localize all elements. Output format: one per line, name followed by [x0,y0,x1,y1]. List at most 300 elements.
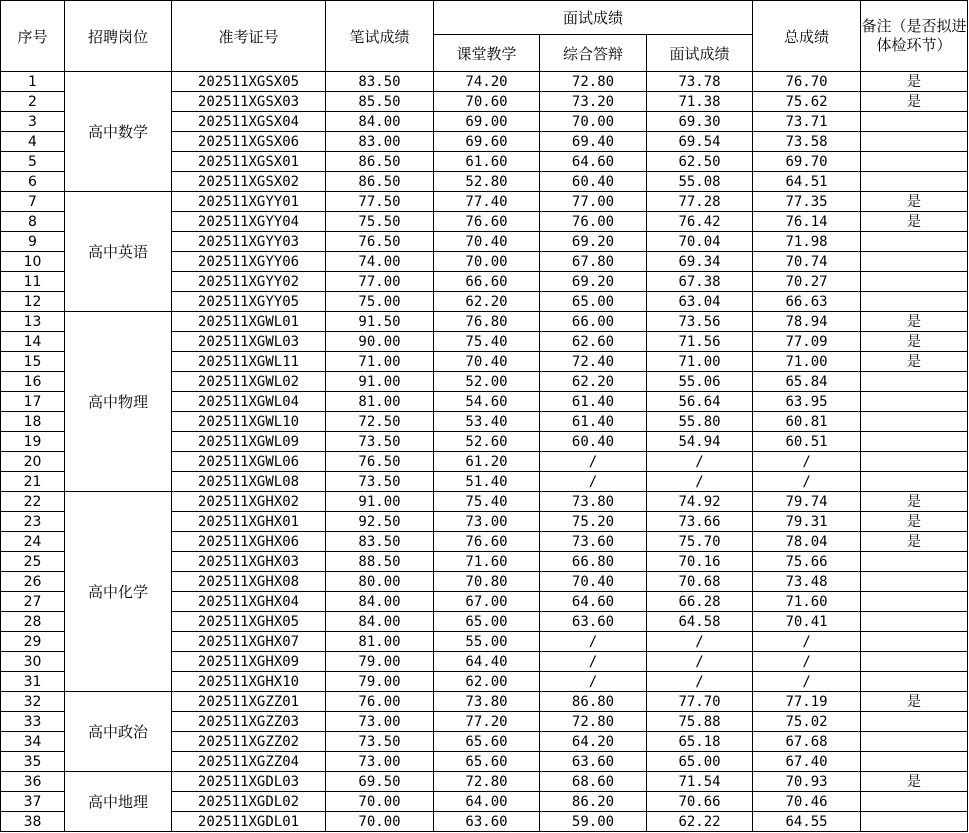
table-row [1,72,968,92]
row-defense: 72.80 [540,712,647,732]
row-interview: 54.94 [647,432,753,452]
row-seq: 21 [1,472,65,492]
row-classroom: 76.60 [434,212,540,232]
row-total: 73.48 [753,572,861,592]
row-interview: 56.64 [647,392,753,412]
row-interview: 75.70 [647,532,753,552]
row-classroom: 76.80 [434,312,540,332]
row-defense: / [540,672,647,692]
row-defense: 72.80 [540,72,647,92]
row-written: 73.00 [326,752,434,772]
row-total: 60.51 [753,432,861,452]
row-total: / [753,652,861,672]
header-remark: 备注（是否拟进体检环节） [861,1,968,72]
row-written: 92.50 [326,512,434,532]
row-interview: 70.66 [647,792,753,812]
row-classroom: 70.40 [434,352,540,372]
row-classroom: 61.60 [434,152,540,172]
row-defense: 68.60 [540,772,647,792]
row-seq: 38 [1,812,65,832]
row-written: 91.50 [326,312,434,332]
row-interview: 71.54 [647,772,753,792]
row-written: 71.00 [326,352,434,372]
row-classroom: 65.60 [434,752,540,772]
row-seq: 1 [1,72,65,92]
row-total: 73.71 [753,112,861,132]
row-total: 77.09 [753,332,861,352]
row-written: 86.50 [326,152,434,172]
row-remark [861,152,968,172]
row-remark [861,732,968,752]
row-ticket: 202511XGZZ02 [172,732,326,752]
row-total: 78.94 [753,312,861,332]
row-ticket: 202511XGYY06 [172,252,326,272]
row-defense: 69.40 [540,132,647,152]
row-interview: 73.66 [647,512,753,532]
row-defense: 67.80 [540,252,647,272]
row-total: 78.04 [753,532,861,552]
row-seq: 17 [1,392,65,412]
row-classroom: 70.40 [434,232,540,252]
table-row [1,192,968,212]
row-interview: / [647,452,753,472]
row-seq: 13 [1,312,65,332]
row-total: / [753,472,861,492]
position-cell: 高中数学 [65,72,172,192]
row-ticket: 202511XGYY05 [172,292,326,312]
row-defense: 86.20 [540,792,647,812]
row-remark: 是 [861,512,968,532]
table-body [1,72,968,832]
row-total: 70.74 [753,252,861,272]
row-defense: 62.20 [540,372,647,392]
row-remark: 是 [861,692,968,712]
row-ticket: 202511XGHX04 [172,592,326,612]
row-interview: 77.28 [647,192,753,212]
row-remark: 是 [861,492,968,512]
row-remark: 是 [861,212,968,232]
row-total: 76.14 [753,212,861,232]
row-remark [861,372,968,392]
row-ticket: 202511XGZZ03 [172,712,326,732]
row-defense: 63.60 [540,752,647,772]
table-row [1,692,968,712]
row-ticket: 202511XGDL03 [172,772,326,792]
row-written: 76.50 [326,232,434,252]
row-seq: 2 [1,92,65,112]
row-interview: 77.70 [647,692,753,712]
row-classroom: 69.60 [434,132,540,152]
position-cell: 高中物理 [65,312,172,492]
row-remark [861,132,968,152]
row-classroom: 61.20 [434,452,540,472]
row-seq: 14 [1,332,65,352]
row-defense: 64.60 [540,592,647,612]
row-classroom: 52.00 [434,372,540,392]
row-total: 67.68 [753,732,861,752]
header-total: 总成绩 [753,1,861,72]
position-cell: 高中英语 [65,192,172,312]
row-defense: 59.00 [540,812,647,832]
row-total: 75.66 [753,552,861,572]
row-remark [861,392,968,412]
row-total: / [753,452,861,472]
row-defense: 72.40 [540,352,647,372]
row-total: 65.84 [753,372,861,392]
row-classroom: 55.00 [434,632,540,652]
row-total: 69.70 [753,152,861,172]
row-classroom: 70.60 [434,92,540,112]
row-interview: 71.00 [647,352,753,372]
row-remark [861,572,968,592]
row-ticket: 202511XGDL02 [172,792,326,812]
row-remark: 是 [861,352,968,372]
row-remark: 是 [861,772,968,792]
row-total: 79.74 [753,492,861,512]
row-classroom: 67.00 [434,592,540,612]
row-total: / [753,632,861,652]
row-seq: 19 [1,432,65,452]
row-ticket: 202511XGSX01 [172,152,326,172]
row-seq: 28 [1,612,65,632]
row-interview: / [647,632,753,652]
row-total: 71.98 [753,232,861,252]
row-ticket: 202511XGYY03 [172,232,326,252]
row-total: 66.63 [753,292,861,312]
row-seq: 15 [1,352,65,372]
row-ticket: 202511XGWL02 [172,372,326,392]
row-defense: 73.60 [540,532,647,552]
row-interview: 66.28 [647,592,753,612]
row-ticket: 202511XGWL04 [172,392,326,412]
row-ticket: 202511XGYY04 [172,212,326,232]
table-header [1,1,968,72]
header-seq: 序号 [1,1,65,72]
row-written: 91.00 [326,492,434,512]
row-remark [861,552,968,572]
row-ticket: 202511XGWL03 [172,332,326,352]
row-ticket: 202511XGSX04 [172,112,326,132]
row-interview: 65.00 [647,752,753,772]
row-remark: 是 [861,312,968,332]
row-ticket: 202511XGWL11 [172,352,326,372]
row-remark [861,252,968,272]
row-seq: 23 [1,512,65,532]
row-ticket: 202511XGHX10 [172,672,326,692]
row-written: 85.50 [326,92,434,112]
row-defense: 69.20 [540,272,647,292]
row-written: 81.00 [326,632,434,652]
row-defense: 64.20 [540,732,647,752]
row-total: 64.55 [753,812,861,832]
row-remark [861,752,968,772]
row-interview: / [647,672,753,692]
row-total: 67.40 [753,752,861,772]
row-remark [861,272,968,292]
row-remark [861,172,968,192]
row-classroom: 70.00 [434,252,540,272]
header-ticket: 准考证号 [172,1,326,72]
position-cell: 高中政治 [65,692,172,772]
row-defense: / [540,452,647,472]
row-seq: 12 [1,292,65,312]
row-interview: 69.30 [647,112,753,132]
row-remark [861,712,968,732]
row-defense: 75.20 [540,512,647,532]
row-remark [861,592,968,612]
row-written: 77.50 [326,192,434,212]
row-remark [861,672,968,692]
row-defense: 73.80 [540,492,647,512]
row-written: 79.00 [326,652,434,672]
row-written: 76.00 [326,692,434,712]
row-total: 60.81 [753,412,861,432]
row-written: 86.50 [326,172,434,192]
row-written: 69.50 [326,772,434,792]
row-total: 71.60 [753,592,861,612]
row-ticket: 202511XGWL10 [172,412,326,432]
row-written: 70.00 [326,792,434,812]
row-seq: 36 [1,772,65,792]
row-written: 81.00 [326,392,434,412]
row-remark [861,652,968,672]
row-seq: 27 [1,592,65,612]
row-interview: 63.04 [647,292,753,312]
row-ticket: 202511XGSX03 [172,92,326,112]
row-seq: 30 [1,652,65,672]
row-classroom: 51.40 [434,472,540,492]
row-interview: 65.18 [647,732,753,752]
row-seq: 35 [1,752,65,772]
row-defense: 73.20 [540,92,647,112]
row-interview: 74.92 [647,492,753,512]
header-interview-group: 面试成绩 [434,1,753,35]
row-remark [861,412,968,432]
row-seq: 34 [1,732,65,752]
row-remark [861,432,968,452]
row-remark [861,232,968,252]
row-defense: 61.40 [540,412,647,432]
row-seq: 4 [1,132,65,152]
row-interview: 55.80 [647,412,753,432]
row-classroom: 53.40 [434,412,540,432]
row-defense: 60.40 [540,172,647,192]
row-classroom: 73.00 [434,512,540,532]
row-defense: 70.40 [540,572,647,592]
row-remark [861,632,968,652]
row-total: 70.27 [753,272,861,292]
row-interview: 71.38 [647,92,753,112]
row-classroom: 76.60 [434,532,540,552]
header-classroom: 课堂教学 [434,35,540,72]
row-interview: 75.88 [647,712,753,732]
row-classroom: 65.60 [434,732,540,752]
row-seq: 37 [1,792,65,812]
row-ticket: 202511XGYY02 [172,272,326,292]
row-classroom: 72.80 [434,772,540,792]
row-total: 73.58 [753,132,861,152]
row-remark: 是 [861,532,968,552]
row-written: 80.00 [326,572,434,592]
row-seq: 5 [1,152,65,172]
row-seq: 32 [1,692,65,712]
row-total: / [753,672,861,692]
row-total: 75.62 [753,92,861,112]
row-seq: 31 [1,672,65,692]
row-remark [861,792,968,812]
row-total: 79.31 [753,512,861,532]
row-written: 79.00 [326,672,434,692]
row-ticket: 202511XGHX03 [172,552,326,572]
row-defense: / [540,632,647,652]
position-cell: 高中化学 [65,492,172,692]
row-ticket: 202511XGSX02 [172,172,326,192]
row-seq: 25 [1,552,65,572]
row-written: 84.00 [326,592,434,612]
row-seq: 18 [1,412,65,432]
row-written: 72.50 [326,412,434,432]
row-total: 70.41 [753,612,861,632]
row-total: 70.93 [753,772,861,792]
row-defense: 77.00 [540,192,647,212]
row-ticket: 202511XGWL01 [172,312,326,332]
table-row [1,492,968,512]
row-ticket: 202511XGZZ04 [172,752,326,772]
row-defense: 65.00 [540,292,647,312]
row-total: 64.51 [753,172,861,192]
row-ticket: 202511XGHX01 [172,512,326,532]
row-defense: 70.00 [540,112,647,132]
row-interview: 70.16 [647,552,753,572]
row-seq: 16 [1,372,65,392]
row-defense: 76.00 [540,212,647,232]
row-remark [861,112,968,132]
row-ticket: 202511XGYY01 [172,192,326,212]
row-classroom: 69.00 [434,112,540,132]
row-ticket: 202511XGHX09 [172,652,326,672]
row-total: 77.19 [753,692,861,712]
row-written: 73.00 [326,712,434,732]
row-ticket: 202511XGHX06 [172,532,326,552]
row-remark: 是 [861,72,968,92]
row-written: 83.50 [326,532,434,552]
row-ticket: 202511XGZZ01 [172,692,326,712]
row-ticket: 202511XGSX06 [172,132,326,152]
row-total: 70.46 [753,792,861,812]
row-defense: 66.80 [540,552,647,572]
row-seq: 22 [1,492,65,512]
row-classroom: 75.40 [434,492,540,512]
row-seq: 3 [1,112,65,132]
header-position: 招聘岗位 [65,1,172,72]
row-defense: 64.60 [540,152,647,172]
row-interview: 73.78 [647,72,753,92]
row-defense: 63.60 [540,612,647,632]
header-defense: 综合答辩 [540,35,647,72]
row-interview: 73.56 [647,312,753,332]
row-seq: 29 [1,632,65,652]
row-ticket: 202511XGHX07 [172,632,326,652]
row-remark [861,292,968,312]
row-ticket: 202511XGSX05 [172,72,326,92]
row-written: 73.50 [326,472,434,492]
row-classroom: 70.80 [434,572,540,592]
row-defense: 69.20 [540,232,647,252]
row-seq: 6 [1,172,65,192]
row-written: 77.00 [326,272,434,292]
row-written: 75.50 [326,212,434,232]
row-written: 73.50 [326,732,434,752]
row-ticket: 202511XGWL09 [172,432,326,452]
row-interview: 64.58 [647,612,753,632]
row-ticket: 202511XGDL01 [172,812,326,832]
row-interview: 71.56 [647,332,753,352]
row-seq: 7 [1,192,65,212]
row-classroom: 64.00 [434,792,540,812]
row-remark [861,612,968,632]
row-classroom: 64.40 [434,652,540,672]
row-interview: 62.50 [647,152,753,172]
row-classroom: 52.80 [434,172,540,192]
row-total: 71.00 [753,352,861,372]
row-classroom: 77.40 [434,192,540,212]
row-written: 83.00 [326,132,434,152]
row-interview: 69.54 [647,132,753,152]
table-row [1,772,968,792]
row-interview: 62.22 [647,812,753,832]
row-classroom: 65.00 [434,612,540,632]
row-remark: 是 [861,192,968,212]
row-seq: 20 [1,452,65,472]
row-classroom: 66.60 [434,272,540,292]
row-total: 75.02 [753,712,861,732]
row-defense: 60.40 [540,432,647,452]
row-classroom: 63.60 [434,812,540,832]
row-interview: 76.42 [647,212,753,232]
row-seq: 10 [1,252,65,272]
row-written: 83.50 [326,72,434,92]
row-ticket: 202511XGWL06 [172,452,326,472]
row-ticket: 202511XGWL08 [172,472,326,492]
row-defense: 61.40 [540,392,647,412]
row-written: 90.00 [326,332,434,352]
row-interview: 55.08 [647,172,753,192]
row-remark [861,452,968,472]
row-classroom: 62.20 [434,292,540,312]
row-defense: 66.00 [540,312,647,332]
row-written: 76.50 [326,452,434,472]
row-interview: 70.04 [647,232,753,252]
row-written: 88.50 [326,552,434,572]
header-written: 笔试成绩 [326,1,434,72]
row-interview: 55.06 [647,372,753,392]
row-written: 73.50 [326,432,434,452]
row-defense: / [540,652,647,672]
row-classroom: 77.20 [434,712,540,732]
row-classroom: 75.40 [434,332,540,352]
row-seq: 33 [1,712,65,732]
row-classroom: 71.60 [434,552,540,572]
row-total: 63.95 [753,392,861,412]
table-row [1,312,968,332]
row-defense: / [540,472,647,492]
row-remark: 是 [861,332,968,352]
row-classroom: 74.20 [434,72,540,92]
row-remark [861,472,968,492]
row-written: 70.00 [326,812,434,832]
row-interview: / [647,652,753,672]
row-seq: 8 [1,212,65,232]
